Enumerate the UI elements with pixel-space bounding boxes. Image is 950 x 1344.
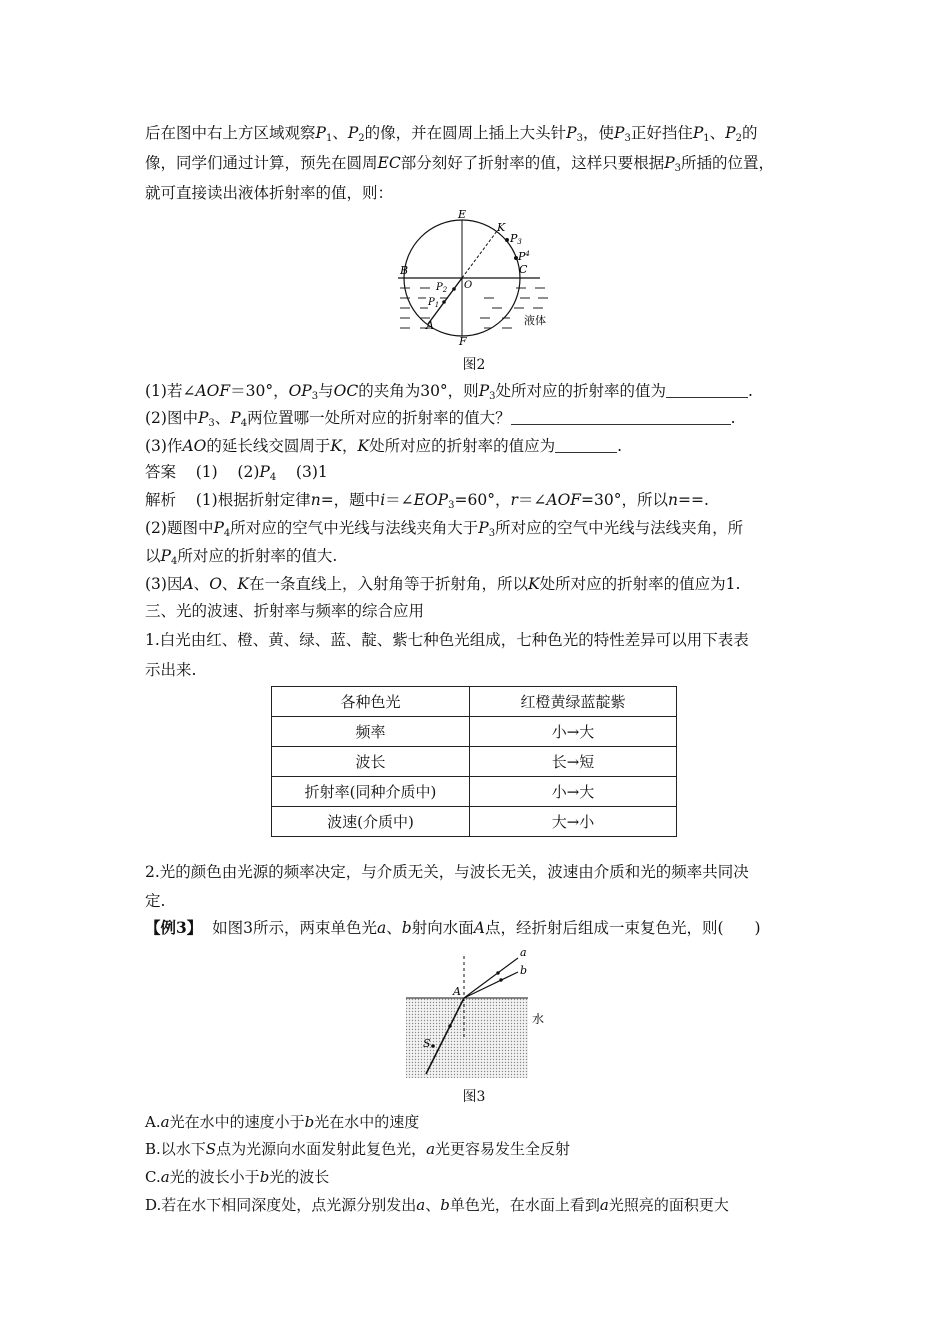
label-p3: P [510, 232, 518, 245]
figure-2-diagram [392, 206, 557, 346]
option-b: B.以水下S点为光源向水面发射此复色光，a光更容易发生全反射 [145, 1140, 571, 1158]
answer-line: 答案 (1) $(2)P_4$ (3)1 [145, 463, 328, 483]
figure-2-caption: 图2 [462, 357, 486, 373]
example-3-stem: 【例3】 如图3所示，两束单色光a、b射向水面A点，经折射后组成一束复色光，则( ) [145, 918, 761, 937]
answer-blank-2 [511, 410, 731, 425]
svg-text:P3: P3 [510, 232, 522, 246]
label-water: 水 [532, 1012, 545, 1026]
figure-3-caption: 图3 [462, 1089, 486, 1105]
analysis-line-3: 以$P_4$所对应的折射率的值大. [145, 547, 338, 567]
question-2: (2)图中$P_3$、$P_4$两位置哪一处所对应的折射率的值大？ . [145, 409, 736, 429]
label-p1: P [428, 297, 435, 308]
arrow-dot-a [496, 971, 499, 974]
label-e: E [458, 208, 467, 221]
label-f: F [459, 335, 467, 346]
section-3-heading: 三、光的波速、折射率与频率的综合应用 [145, 602, 425, 620]
svg-text:P4: $P^4$ [518, 250, 530, 263]
section-3-para-1-line-2: 示出来. [145, 661, 197, 679]
arrow-dot-refracted [448, 1024, 451, 1027]
table-cell: 各种色光 [272, 687, 470, 717]
table-row [272, 777, 677, 807]
label-k: K [497, 221, 506, 234]
label-p4: P [518, 250, 526, 263]
label-o: O [464, 280, 473, 291]
para-2-line-2: 定. [145, 892, 166, 910]
option-c: C.a光的波长小于b光的波长 [145, 1168, 330, 1186]
ray-a [464, 958, 518, 998]
table-row [272, 807, 677, 837]
ray-b [464, 972, 518, 998]
analysis-line-1: 解析 (1)根据折射定律n=，题中$i=\angle EOP_3=60^\circ$，r＝∠AOF=30°，所以n==. [145, 491, 709, 511]
source-s [431, 1044, 435, 1048]
section-3-para-1-line-1: 1.白光由红、橙、黄、绿、蓝、靛、紫七种色光组成，七种色光的特性差异可以用下表表 [145, 631, 749, 649]
table-row [272, 687, 677, 717]
answer-blank-3 [555, 438, 617, 453]
label-a-point: A [453, 985, 461, 998]
pin-p3 [505, 238, 509, 242]
label-s: S [423, 1037, 431, 1050]
analysis-line-4: (3)因A、O、K在一条直线上，入射角等于折射角，所以K处所对应的折射率的值应为1. [145, 575, 741, 593]
para-2-line-1: 2.光的颜色由光源的频率决定，与介质无关，与波长无关，波速由介质和光的频率共同决 [145, 863, 749, 881]
label-b: B [400, 264, 409, 277]
table-cell: 小→大 [470, 777, 677, 807]
question-3: (3)作AO的延长线交圆周于K，K处所对应的折射率的值应为 . [145, 437, 623, 455]
intro-line-3: 就可直接读出液体折射率的值，则： [145, 184, 394, 202]
answer-blank-1 [666, 383, 748, 398]
label-b: b [520, 964, 528, 977]
table-cell: 小→大 [470, 717, 677, 747]
option-d: D.若在水下相同深度处，点光源分别发出a、b单色光，在水面上看到a光照亮的面积更大 [145, 1196, 729, 1214]
pin-p1 [442, 300, 446, 304]
analysis-line-2: (2)题图中$P_4$所对应的空气中光线与法线夹角大于$P_3$所对应的空气中光线与法线夹角，所 [145, 519, 744, 539]
label-a: a [520, 946, 527, 959]
label-p2: P [436, 282, 443, 293]
dashed-extension [462, 231, 497, 278]
arrow-dot-b [499, 978, 502, 981]
table-cell: 大→小 [470, 807, 677, 837]
intro-line-1: 后在图中右上方区域观察$P_1$、$P_2$的像，并在圆周上插上大头针$P_3$，使$P_3$正好挡住$P_1$、$P_2$的 [145, 124, 758, 144]
label-c: C [519, 263, 528, 276]
intro-line-2: 像，同学们通过计算，预先在圆周EC部分刻好了折射率的值，这样只要根据$P_3$所插的位置， [145, 154, 775, 174]
table-cell: 频率 [272, 717, 470, 747]
figure-3-diagram [402, 944, 552, 1080]
table-cell: 波速(介质中) [272, 807, 470, 837]
table-cell: 波长 [272, 747, 470, 777]
question-1: (1)若∠AOF＝30°，$OP_3$与OC的夹角为30°，则$P_3$处所对应的折射率的值为 . [145, 382, 753, 402]
table-row [272, 747, 677, 777]
pin-p2 [452, 287, 456, 291]
table-cell: 红橙黄绿蓝靛紫 [470, 687, 677, 717]
table-cell: 折射率(同种介质中) [272, 777, 470, 807]
label-liquid: 液体 [524, 314, 546, 327]
svg-text:P2: $P_2$ [436, 282, 448, 294]
color-properties-table [271, 686, 677, 837]
table-row [272, 717, 677, 747]
option-a: A.a光在水中的速度小于b光在水中的速度 [145, 1113, 420, 1131]
table-cell: 长→短 [470, 747, 677, 777]
label-a: A [426, 319, 434, 332]
svg-text:P1: $P_1$ [428, 297, 440, 309]
